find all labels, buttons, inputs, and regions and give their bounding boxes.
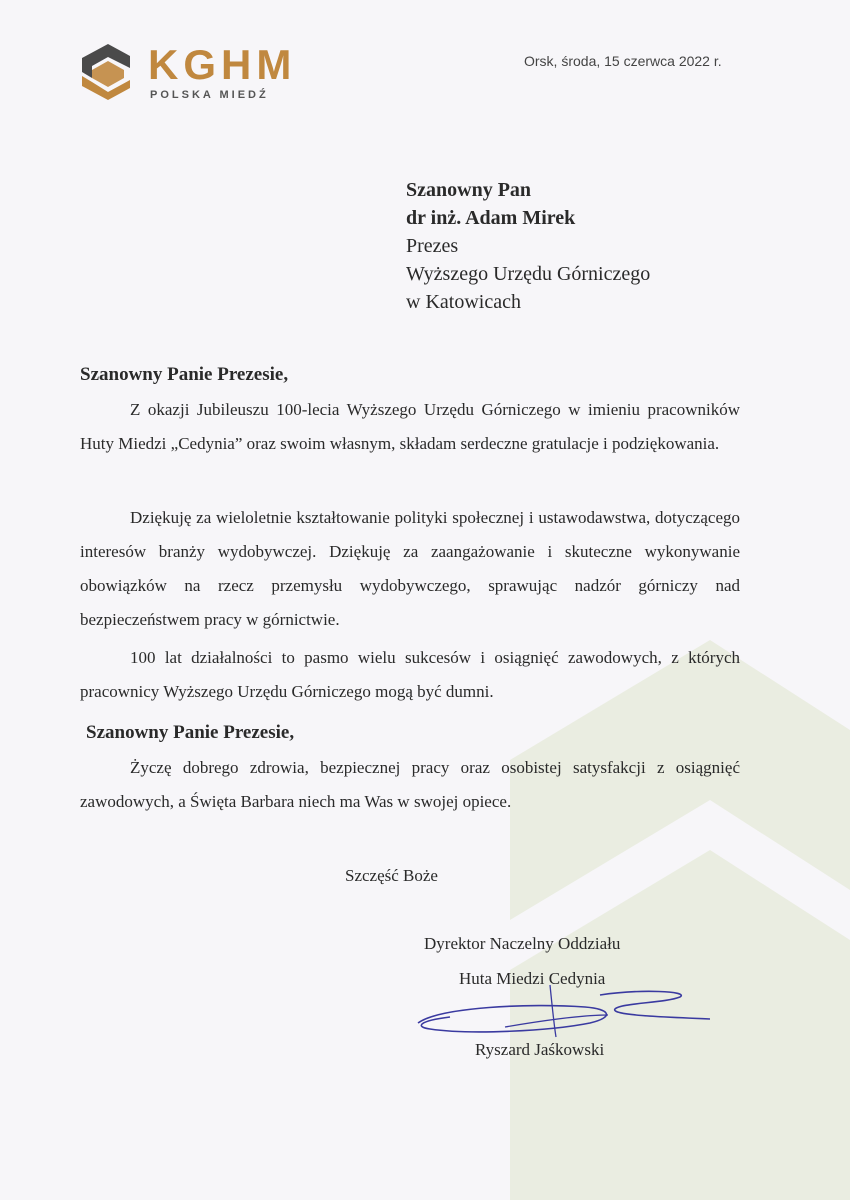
signatory-title: Dyrektor Naczelny Oddziału	[424, 934, 621, 953]
letter-date: Orsk, środa, 15 czerwca 2022 r.	[524, 53, 722, 69]
greeting-second: Szanowny Panie Prezesie,	[86, 722, 295, 743]
logo-wordmark: KGHM	[148, 41, 297, 88]
closing-phrase: Szczęść Boże	[345, 866, 438, 885]
paragraph-3: 100 lat działalności to pasmo wielu sukcesów i osiągnięć zawodowych, z których pracownicy Wyższego Urzędu Górniczego mogą być dumni.	[80, 648, 740, 701]
paragraph-4: Życzę dobrego zdrowia, bezpiecznej pracy oraz osobistej satysfakcji z osiągnięć zawodowych, a Święta Barbara niech ma Was w swojej opiece.	[80, 758, 740, 811]
logo-tagline: POLSKA MIEDŹ	[150, 89, 269, 101]
recipient-position: Prezes	[406, 235, 459, 257]
signatory-organization: Huta Miedzi Cedynia	[459, 969, 606, 988]
handwritten-signature	[410, 985, 720, 1045]
paragraph-2: Dziękuję za wieloletnie kształtowanie polityki społecznej i ustawodawstwa, dotyczącego interesów branży wydobywczej. Dziękuję za zaangażowanie i skuteczne wykonywanie obowiązków na rzecz przemysłu wydobywczego, sprawując nadzór górniczy nad bezpieczeństwem pracy w górnictwie.	[80, 508, 740, 629]
signatory-name: Ryszard Jaśkowski	[475, 1040, 605, 1059]
recipient-name: dr inż. Adam Mirek	[406, 207, 576, 229]
recipient-block	[406, 176, 650, 316]
recipient-salutation: Szanowny Pan	[406, 179, 532, 201]
greeting-first: Szanowny Panie Prezesie,	[80, 364, 289, 385]
recipient-institution: Wyższego Urzędu Górniczego	[406, 263, 651, 285]
recipient-city: w Katowicach	[406, 291, 521, 313]
watermark-logo	[470, 640, 850, 1200]
paragraph-1: Z okazji Jubileuszu 100-lecia Wyższego Urzędu Górniczego w imieniu pracowników Huty Miedzi „Cedynia” oraz swoim własnym, składam serdeczne gratulacje i podziękowania.	[80, 400, 740, 453]
